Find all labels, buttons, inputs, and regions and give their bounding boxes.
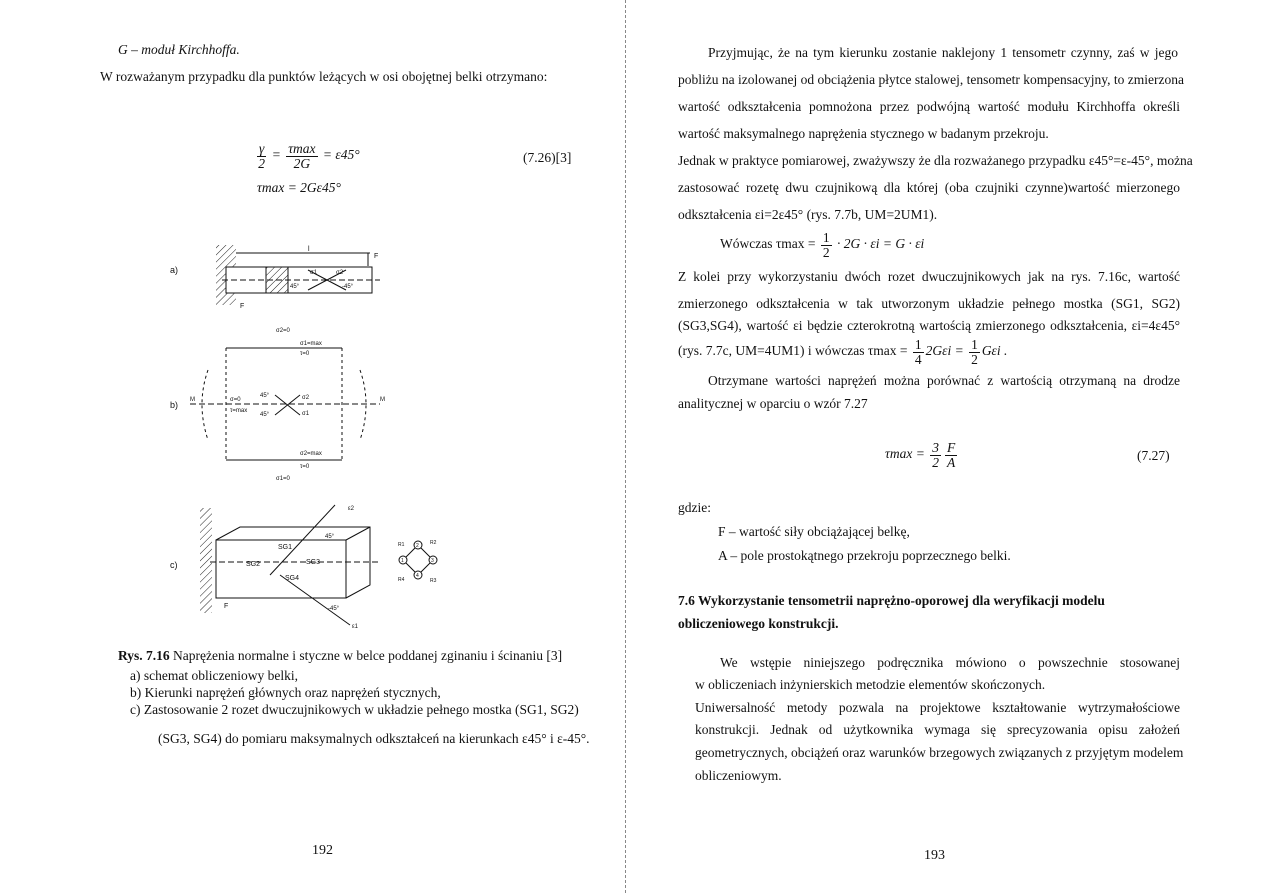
- svg-text:ε2: ε2: [348, 506, 355, 512]
- label-a: a): [170, 265, 179, 275]
- svg-text:SG2: SG2: [246, 561, 261, 568]
- label-c: c): [170, 560, 178, 570]
- svg-text:ε1: ε1: [352, 624, 359, 630]
- text-line: odkształcenia εi=2ε45° (rys. 7.7b, UM=2UM1).: [678, 207, 938, 222]
- page-fold: [625, 0, 626, 893]
- svg-text:σ2: σ2: [336, 270, 344, 276]
- text-line: zastosować rozetę dwu czujnikową dla której (oba czujniki czynne)wartość mierzonego: [678, 180, 1180, 195]
- svg-text:F: F: [240, 303, 245, 310]
- svg-text:4: 4: [416, 573, 419, 579]
- text-line: G – moduł Kirchhoffa.: [118, 42, 240, 57]
- text-line: gdzie:: [678, 500, 711, 515]
- svg-text:3: 3: [431, 558, 434, 564]
- formula-7-27: τmax = $\frac{3}{2}$ $\frac{F}{A}$: [885, 440, 956, 470]
- text-line: analitycznej w oparciu o wzór 7.27: [678, 396, 868, 411]
- page-number: 193: [924, 848, 945, 863]
- svg-text:σ1: σ1: [310, 270, 318, 276]
- equation-number: (7.26)[3]: [523, 150, 572, 165]
- svg-text:M: M: [380, 397, 385, 403]
- svg-text:l: l: [308, 246, 310, 253]
- svg-text:45°: 45°: [260, 393, 270, 399]
- text-line: W rozważanym przypadku dla punktów leżących w osi obojętnej belki otrzymano:: [100, 69, 548, 84]
- label-b: b): [170, 400, 179, 410]
- svg-text:45°: 45°: [260, 412, 270, 418]
- text-line: zmierzonego odkształcenia w tak utworzonym układzie pełnego mostka (SG1, SG2): [678, 296, 1180, 311]
- text-line: obliczeniowym.: [695, 768, 782, 783]
- svg-text:SG4: SG4: [285, 575, 300, 582]
- svg-text:σ1=max: σ1=max: [300, 341, 322, 347]
- svg-text:σ2=max: σ2=max: [300, 451, 322, 457]
- caption-item: a) schemat obliczeniowy belki,: [130, 668, 298, 683]
- svg-text:2: 2: [416, 543, 419, 549]
- svg-text:45°: 45°: [325, 534, 335, 540]
- svg-text:σ=0: σ=0: [230, 397, 241, 403]
- svg-text:σ1=0: σ1=0: [276, 476, 290, 482]
- svg-text:σ1: σ1: [302, 411, 310, 417]
- svg-text:τ=max: τ=max: [230, 408, 248, 414]
- section-title: obliczeniowego konstrukcji.: [678, 616, 839, 631]
- svg-text:F: F: [374, 253, 379, 260]
- page-number: 192: [312, 843, 333, 858]
- svg-text:σ2=0: σ2=0: [276, 328, 290, 334]
- text-line: We wstępie niniejszego podręcznika mówiono o powszechnie stosowanej: [720, 655, 1180, 670]
- svg-text:R4: R4: [398, 577, 405, 583]
- svg-text:τ=0: τ=0: [300, 351, 310, 357]
- text-line: (SG3,SG4), wartość εi będzie czterokrotną wartością zmierzonego odkształcenia, εi=4ε45°: [678, 318, 1180, 333]
- formula-tau-max: τmax = 2Gε45°: [257, 180, 341, 195]
- figure-caption: Rys. 7.16 Naprężenia normalne i styczne w belce poddanej zginaniu i ścinaniu [3]: [118, 648, 563, 663]
- formula-wowczas: Wówczas τmax = $\frac{1}{2}$ · 2G · εi = G · εi: [720, 230, 925, 260]
- svg-text:R2: R2: [430, 540, 437, 546]
- text-line: Jednak w praktyce pomiarowej, zważywszy że dla rozważanego przypadku ε45°=ε-45°, można: [678, 153, 1193, 168]
- text-line: pobliżu na izolowanej od obciążenia płytce stalowej, tensometr kompensacyjny, to zmierzona: [678, 72, 1184, 87]
- formula-7-26: $\frac{\gamma}{2}$ = $\frac{\tau\max}{2G}$ = ε45°: [258, 141, 360, 171]
- svg-text:R1: R1: [398, 542, 405, 548]
- text-line: Przyjmując, że na tym kierunku zostanie naklejony 1 tensometr czynny, zaś w jego: [708, 45, 1178, 60]
- text-line: wartość maksymalnego naprężenia stycznego w badanym przekroju.: [678, 126, 1049, 141]
- svg-text:R3: R3: [430, 578, 437, 584]
- figure-7-16: [160, 240, 460, 640]
- svg-text:τ=0: τ=0: [300, 464, 310, 470]
- caption-item: b) Kierunki naprężeń głównych oraz naprężeń stycznych,: [130, 685, 441, 700]
- caption-item: (SG3, SG4) do pomiaru maksymalnych odkształceń na kierunkach ε45° i ε-45°.: [158, 731, 590, 746]
- svg-text:F: F: [224, 603, 229, 610]
- definition: F – wartość siły obciążającej belkę,: [718, 524, 910, 539]
- definition: A – pole prostokątnego przekroju poprzecznego belki.: [718, 548, 1011, 563]
- text-line: Z kolei przy wykorzystaniu dwóch rozet dwuczujnikowych jak na rys. 7.16c, wartość: [678, 269, 1180, 284]
- svg-text:-45°: -45°: [328, 606, 340, 612]
- section-title: 7.6 Wykorzystanie tensometrii naprężno-oporowej dla weryfikacji modelu: [678, 593, 1105, 608]
- text-line: konstrukcji. Jednak od użytkownika wymaga się sprecyzowania opisu założeń: [695, 722, 1180, 737]
- svg-text:SG1: SG1: [278, 544, 293, 551]
- svg-text:-45°: -45°: [342, 284, 354, 290]
- text-line: Otrzymane wartości naprężeń można porównać z wartością otrzymaną na drodze: [708, 373, 1180, 388]
- equation-number: (7.27): [1137, 448, 1170, 463]
- svg-text:M: M: [190, 397, 195, 403]
- svg-text:45°: 45°: [290, 284, 300, 290]
- text-line: geometrycznych, obciążeń oraz warunków brzegowych związanych z przyjętym modelem: [695, 745, 1184, 760]
- svg-text:SG3: SG3: [306, 559, 321, 566]
- text-line: w obliczeniach inżynierskich metodzie elementów skończonych.: [695, 677, 1046, 692]
- svg-text:1: 1: [401, 558, 404, 564]
- formula-line: (rys. 7.7c, UM=4UM1) i wówczas τmax = $\frac{1}{4}$ 2Gεi = $\frac{1}{2}$ Gεi .: [678, 337, 1008, 367]
- caption-item: c) Zastosowanie 2 rozet dwuczujnikowych w układzie pełnego mostka (SG1, SG2): [130, 702, 579, 717]
- text-line: wartość odkształcenia pomnożona przez podwójną wartość modułu Kirchhoffa określi: [678, 99, 1180, 114]
- text-line: Uniwersalność metody pozwala na projektowe kształtowanie wytrzymałościowe: [695, 700, 1180, 715]
- svg-text:σ2: σ2: [302, 395, 310, 401]
